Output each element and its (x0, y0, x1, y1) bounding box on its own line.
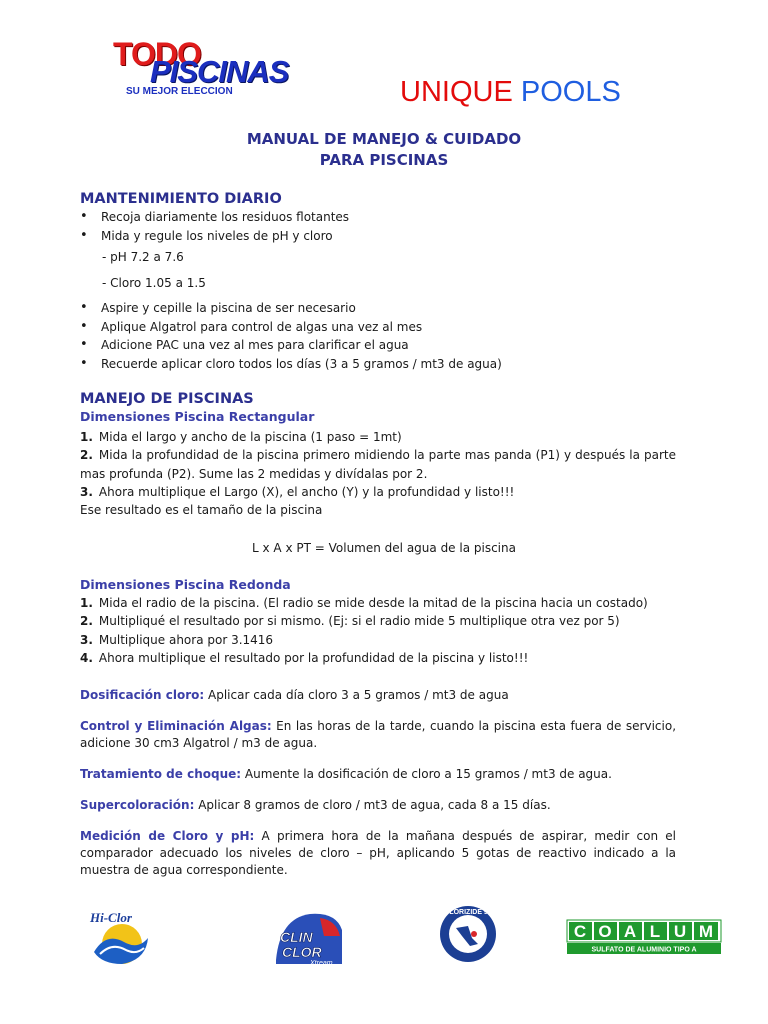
maintenance-list-top (80, 208, 349, 245)
subheading-redonda: Dimensiones Piscina Redonda (80, 577, 291, 592)
paragraph-control-algas: Control y Eliminación Algas: En las horas de la tarde, cuando la piscina esta fuera de servicio, adicione 30 cm3 Algatrol / m3 de agua. (80, 719, 677, 750)
coalum-logo-graphic (566, 919, 722, 955)
list-item: • Recuerde aplicar cloro todos los días (3 a 5 gramos / mt3 de agua) (80, 355, 502, 374)
list-item: 3. Ahora multiplique el Largo (X), el ancho (Y) y la profundidad y listo!!! (80, 484, 515, 499)
hiclor-logo-graphic (88, 908, 156, 966)
brand-unique-word: UNIQUE (400, 76, 513, 108)
logo-piscinas-text: PISCINAS (150, 54, 289, 89)
logo-todo-text: TODO (113, 36, 201, 72)
svg-text:SULFATO DE ALUMINIO TIPO A: SULFATO DE ALUMINIO TIPO A (591, 946, 697, 954)
svg-text:Xtream: Xtream (310, 960, 333, 967)
list-item: 2. Mida la profundidad de la piscina primero midiendo la parte mas panda (P1) y después la parte mas profunda (P2). Sume las 2 medidas y divídalas por 2. (80, 448, 676, 481)
svg-text:O: O (598, 922, 612, 941)
list-item: • Mida y regule los niveles de pH y cloro (80, 227, 349, 246)
clorizide-logo-graphic (438, 904, 498, 964)
svg-text:CLIN: CLIN (280, 929, 313, 945)
sub-item-text: Cloro 1.05 a 1.5 (110, 276, 206, 290)
sub-item-ph: - pH 7.2 a 7.6 (102, 250, 184, 264)
svg-text:CLORIZIDE 91: CLORIZIDE 91 (444, 909, 492, 916)
clorizide-logo (438, 904, 498, 964)
svg-text:M: M (698, 922, 714, 941)
list-item: Ese resultado es el tamaño de la piscina (80, 503, 323, 518)
list-item: 1. Mida el largo y ancho de la piscina (1 paso = 1mt) (80, 430, 402, 444)
maintenance-list-bottom (80, 299, 502, 373)
volume-formula: L x A x PT = Volumen del agua de la piscina (252, 541, 516, 555)
hiclor-logo (88, 908, 156, 966)
title-line-2: PARA PISCINAS (319, 151, 449, 169)
sub-item-text: pH 7.2 a 7.6 (110, 250, 184, 264)
paragraph-medicion: Medición de Cloro y pH: A primera hora de la mañana después de aspirar, medir con el comparador adecuado los niveles de cloro – pH, aplicando 5 gotas de reactivo indicado a la muestra de agua correspondiente. (80, 829, 676, 877)
paragraph-tratamiento-choque: Tratamiento de choque: Aumente la dosificación de cloro a 15 gramos / mt3 de agua. (80, 767, 612, 781)
list-item: 4. Ahora multiplique el resultado por la profundidad de la piscina y listo!!! (80, 650, 529, 665)
list-item: 3. Multiplique ahora por 3.1416 (80, 632, 274, 647)
todo-piscinas-logo (108, 34, 308, 104)
coalum-logo (566, 919, 722, 955)
brand-pools-word: POOLS (520, 76, 621, 108)
list-item: • Adicione PAC una vez al mes para clarificar el agua (80, 336, 502, 355)
list-item: 2. Multipliqué el resultado por si mismo. (Ej: si el radio mide 5 multiplique otra vez por 5) (80, 614, 620, 629)
logo-slogan: SU MEJOR ELECCION (126, 86, 233, 97)
svg-text:U: U (673, 922, 687, 941)
section-heading-manejo: MANEJO DE PISCINAS (80, 391, 254, 407)
list-item: • Aspire y cepille la piscina de ser necesario (80, 299, 502, 318)
unique-pools-brand (400, 76, 621, 109)
list-item: 1. Mida el radio de la piscina. (El radio se mide desde la mitad de la piscina hacia un costado) (80, 596, 648, 610)
paragraph-supercoloracion: Supercoloración: Aplicar 8 gramos de cloro / mt3 de agua, cada 8 a 15 días. (80, 798, 551, 812)
svg-text:L: L (649, 922, 661, 941)
document-title (0, 129, 768, 171)
subheading-rectangular: Dimensiones Piscina Rectangular (80, 409, 315, 424)
rectangular-steps (80, 428, 676, 519)
list-item: • Aplique Algatrol para control de algas una vez al mes (80, 318, 502, 337)
round-steps (80, 594, 676, 667)
section-heading-mantenimiento: MANTENIMIENTO DIARIO (80, 191, 282, 207)
paragraph-dosificacion: Dosificación cloro: Aplicar cada día cloro 3 a 5 gramos / mt3 de agua (80, 688, 509, 702)
sub-item-cloro: - Cloro 1.05 a 1.5 (102, 276, 206, 290)
clinclor-logo (270, 908, 348, 968)
list-item: • Recoja diariamente los residuos flotantes (80, 208, 349, 227)
svg-text:CLOR: CLOR (282, 944, 322, 960)
svg-text:Hi-Clor: Hi-Clor (90, 910, 132, 925)
title-line-1: MANUAL DE MANEJO & CUIDADO (246, 130, 522, 148)
svg-text:A: A (623, 922, 637, 941)
svg-text:C: C (573, 922, 587, 941)
clinclor-logo-graphic (270, 908, 348, 968)
